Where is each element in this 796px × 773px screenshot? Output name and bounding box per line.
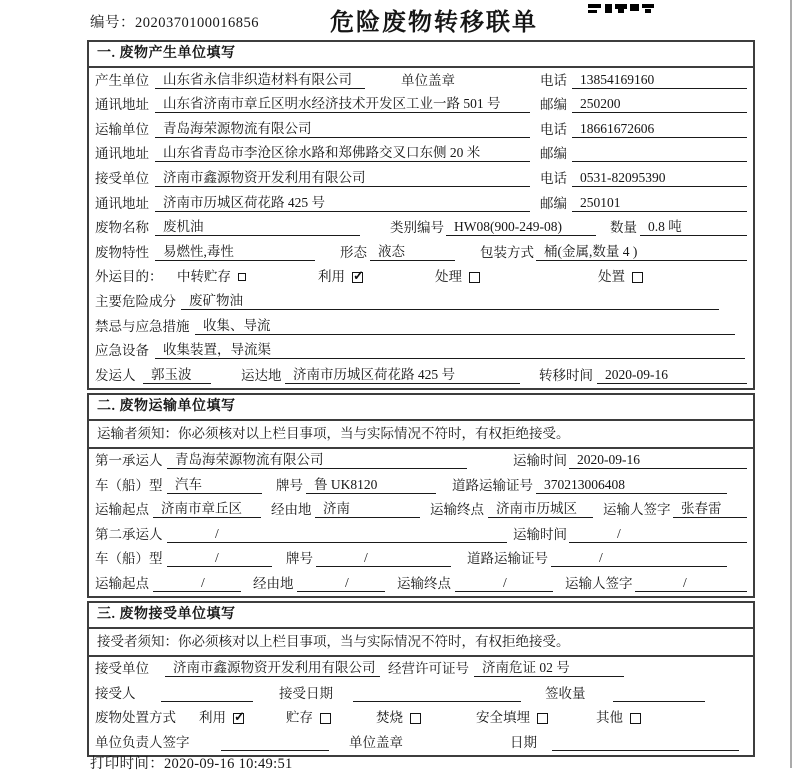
hazard-component-value: 废矿物油 bbox=[181, 293, 719, 310]
treat-checkbox bbox=[469, 272, 480, 283]
transport-phone-value: 18661672606 bbox=[572, 121, 747, 138]
disposal-incinerate-checkbox bbox=[410, 713, 421, 724]
option-disposal-incinerate-label: 焚烧 bbox=[376, 710, 403, 726]
section-receiver-title: 三. 废物接受单位填写 bbox=[89, 603, 753, 629]
waste-name-label: 废物名称 bbox=[95, 220, 149, 236]
carrier-signature-label: 运输人签字 bbox=[565, 575, 633, 591]
option-disposal-incinerate bbox=[376, 710, 421, 726]
utilize-checkbox bbox=[352, 272, 363, 283]
document-number-value: 2020370100016856 bbox=[135, 15, 259, 31]
accept-date-label: 接受日期 bbox=[279, 685, 333, 701]
row-emergency-equipment bbox=[89, 339, 753, 364]
transport-origin-label: 运输起点 bbox=[95, 575, 149, 591]
first-plate-number-value: 鲁 UK8120 bbox=[306, 477, 436, 494]
emergency-equipment-label: 应急设备 bbox=[95, 343, 149, 359]
quantity-label: 数量 bbox=[610, 220, 637, 236]
option-dispose bbox=[598, 269, 643, 285]
section-transporter bbox=[87, 393, 755, 598]
transport-address-value: 山东省青岛市李沧区徐水路和郑佛路交叉口东侧 20 米 bbox=[155, 145, 530, 162]
received-amount-label: 签收量 bbox=[545, 685, 586, 701]
receiver-address-value: 济南市历城区荷花路 425 号 bbox=[155, 195, 530, 212]
first-road-permit-value: 370213006408 bbox=[536, 477, 727, 494]
received-amount-value bbox=[613, 701, 705, 702]
second-carrier-signature-value: / bbox=[635, 575, 747, 592]
transport-origin-label: 运输起点 bbox=[95, 502, 149, 518]
second-road-permit-value: / bbox=[551, 550, 727, 567]
dispose-checkbox bbox=[632, 272, 643, 283]
first-carrier-signature-value: 张春雷 bbox=[673, 501, 747, 518]
row-transfer-purpose bbox=[89, 265, 753, 290]
road-permit-label: 道路运输证号 bbox=[467, 551, 548, 567]
producer-unit-label: 产生单位 bbox=[95, 72, 149, 88]
second-end-value: / bbox=[455, 575, 553, 592]
receiver-unit-value: 济南市鑫源物资开发利用有限公司 bbox=[155, 170, 530, 187]
option-disposal-landfill bbox=[476, 710, 548, 726]
taboo-measures-value: 收集、导流 bbox=[195, 318, 735, 335]
plate-number-label: 牌号 bbox=[286, 551, 313, 567]
receiving-unit-label: 接受单位 bbox=[95, 661, 149, 677]
via-label: 经由地 bbox=[271, 502, 312, 518]
transfer-time-value: 2020-09-16 bbox=[597, 367, 747, 384]
transport-time-label: 运输时间 bbox=[513, 453, 567, 469]
row-second-route bbox=[89, 571, 753, 596]
carrier-signature-label: 运输人签字 bbox=[603, 502, 671, 518]
address-label: 通讯地址 bbox=[95, 195, 149, 211]
option-disposal-utilize bbox=[199, 710, 244, 726]
transport-unit-value: 青岛海荣源物流有限公司 bbox=[155, 121, 530, 138]
receiver-phone-value: 0531-82095390 bbox=[572, 170, 747, 187]
vehicle-type-label: 车（船）型 bbox=[95, 477, 163, 493]
document-number bbox=[90, 11, 259, 32]
second-carrier-label: 第二承运人 bbox=[95, 526, 163, 542]
accept-date-value bbox=[353, 701, 521, 702]
address-label: 通讯地址 bbox=[95, 97, 149, 113]
option-disposal-store-label: 贮存 bbox=[286, 710, 313, 726]
address-label: 通讯地址 bbox=[95, 146, 149, 162]
producer-zip-value: 250200 bbox=[572, 96, 747, 113]
receiver-zip-value: 250101 bbox=[572, 195, 747, 212]
phone-label: 电话 bbox=[540, 72, 567, 88]
plate-number-label: 牌号 bbox=[276, 477, 303, 493]
option-dispose-label: 处置 bbox=[598, 269, 625, 285]
form-state-label: 形态 bbox=[340, 244, 367, 260]
first-via-value: 济南 bbox=[315, 501, 420, 518]
row-disposal-method bbox=[89, 706, 753, 731]
print-time bbox=[90, 752, 293, 773]
responsible-signature-label: 单位负责人签字 bbox=[95, 734, 190, 750]
row-waste-character bbox=[89, 240, 753, 265]
destination-value: 济南市历城区荷花路 425 号 bbox=[285, 367, 520, 384]
first-origin-value: 济南市章丘区 bbox=[153, 501, 261, 518]
transport-unit-label: 运输单位 bbox=[95, 121, 149, 137]
transport-end-label: 运输终点 bbox=[397, 575, 451, 591]
option-treat bbox=[435, 269, 480, 285]
first-transport-time-value: 2020-09-16 bbox=[569, 452, 747, 469]
consignor-label: 发运人 bbox=[95, 367, 136, 383]
road-permit-label: 道路运输证号 bbox=[452, 477, 533, 493]
row-recipient bbox=[89, 681, 753, 706]
receiving-unit-value: 济南市鑫源物资开发利用有限公司 bbox=[165, 660, 380, 677]
transfer-purpose-label: 外运目的： bbox=[95, 269, 163, 285]
section-receiver bbox=[87, 601, 755, 757]
disposal-other-checkbox bbox=[630, 713, 641, 724]
producer-unit-value: 山东省永信非织造材料有限公司 bbox=[155, 72, 365, 89]
option-utilize-label: 利用 bbox=[318, 269, 345, 285]
section-producer bbox=[87, 40, 755, 390]
second-plate-number-value: / bbox=[316, 550, 451, 567]
row-first-route bbox=[89, 498, 753, 523]
date-label: 日期 bbox=[510, 734, 537, 750]
recipient-label: 接受人 bbox=[95, 685, 136, 701]
row-consignor bbox=[89, 363, 753, 388]
receiver-notice: 接受者须知：你必须核对以上栏目事项，当与实际情况不符时，有权拒绝接受。 bbox=[89, 629, 753, 657]
license-number-label: 经营许可证号 bbox=[388, 661, 469, 677]
zip-label: 邮编 bbox=[540, 97, 567, 113]
date-value bbox=[552, 750, 739, 751]
zip-label: 邮编 bbox=[540, 146, 567, 162]
option-transit-storage bbox=[177, 269, 246, 285]
packing-label: 包装方式 bbox=[480, 244, 534, 260]
first-vehicle-type-value: 汽车 bbox=[167, 477, 262, 494]
section-producer-title: 一. 废物产生单位填写 bbox=[89, 42, 753, 68]
row-first-carrier bbox=[89, 449, 753, 474]
print-time-label: 打印时间： bbox=[90, 756, 164, 772]
row-receiving-unit bbox=[89, 657, 753, 682]
option-utilize bbox=[318, 269, 363, 285]
option-transit-storage-label: 中转贮存 bbox=[177, 269, 231, 285]
waste-character-value: 易燃性,毒性 bbox=[155, 244, 315, 261]
form-state-value: 液态 bbox=[370, 244, 455, 261]
category-code-label: 类别编号 bbox=[390, 220, 444, 236]
first-carrier-value: 青岛海荣源物流有限公司 bbox=[167, 452, 467, 469]
row-receiver-unit bbox=[89, 166, 753, 191]
transporter-notice: 运输者须知：你必须核对以上栏目事项，当与实际情况不符时，有权拒绝接受。 bbox=[89, 421, 753, 449]
row-transport-unit bbox=[89, 117, 753, 142]
option-disposal-store bbox=[286, 710, 331, 726]
option-disposal-utilize-label: 利用 bbox=[199, 710, 226, 726]
second-transport-time-value: / bbox=[569, 526, 747, 543]
phone-label: 电话 bbox=[540, 170, 567, 186]
option-disposal-other bbox=[596, 710, 641, 726]
row-second-carrier bbox=[89, 522, 753, 547]
transport-zip-value bbox=[572, 161, 747, 162]
print-time-value: 2020-09-16 10:49:51 bbox=[164, 756, 293, 772]
section-transporter-title: 二. 废物运输单位填写 bbox=[89, 395, 753, 421]
via-label: 经由地 bbox=[253, 575, 294, 591]
taboo-measures-label: 禁忌与应急措施 bbox=[95, 318, 190, 334]
producer-address-value: 山东省济南市章丘区明水经济技术开发区工业一路 501 号 bbox=[155, 96, 530, 113]
option-disposal-landfill-label: 安全填埋 bbox=[476, 710, 530, 726]
row-producer-address bbox=[89, 93, 753, 118]
row-hazard-component bbox=[89, 289, 753, 314]
first-end-value: 济南市历城区 bbox=[488, 501, 593, 518]
disposal-store-checkbox bbox=[320, 713, 331, 724]
disposal-utilize-checkbox bbox=[233, 713, 244, 724]
first-carrier-label: 第一承运人 bbox=[95, 453, 163, 469]
responsible-signature-value bbox=[221, 750, 329, 751]
second-vehicle-type-value: / bbox=[167, 550, 272, 567]
vehicle-type-label: 车（船）型 bbox=[95, 551, 163, 567]
second-origin-value: / bbox=[153, 575, 241, 592]
transport-end-label: 运输终点 bbox=[430, 502, 484, 518]
disposal-method-label: 废物处置方式 bbox=[95, 710, 176, 726]
producer-phone-value: 13854169160 bbox=[572, 72, 747, 89]
hazardous-waste-transfer-form bbox=[87, 40, 755, 760]
transfer-time-label: 转移时间 bbox=[539, 367, 593, 383]
transit-storage-checkbox bbox=[238, 273, 246, 281]
unit-seal-label: 单位盖章 bbox=[401, 72, 455, 88]
consignor-value: 郭玉波 bbox=[143, 367, 211, 384]
qr-code-icon bbox=[588, 0, 656, 9]
disposal-landfill-checkbox bbox=[537, 713, 548, 724]
row-taboo-measures bbox=[89, 314, 753, 339]
receiver-unit-label: 接受单位 bbox=[95, 170, 149, 186]
recipient-value bbox=[161, 701, 253, 702]
waste-character-label: 废物特性 bbox=[95, 244, 149, 260]
option-disposal-other-label: 其他 bbox=[596, 710, 623, 726]
destination-label: 运达地 bbox=[241, 367, 282, 383]
row-receiver-address bbox=[89, 191, 753, 216]
row-first-vehicle bbox=[89, 473, 753, 498]
page-title: 危险废物转移联单 bbox=[330, 10, 538, 36]
phone-label: 电话 bbox=[540, 121, 567, 137]
packing-value: 桶(金属,数量 4 ) bbox=[536, 244, 747, 261]
second-via-value: / bbox=[297, 575, 385, 592]
row-producer-unit bbox=[89, 68, 753, 93]
unit-seal-label: 单位盖章 bbox=[349, 734, 403, 750]
row-second-vehicle bbox=[89, 547, 753, 572]
hazard-component-label: 主要危险成分 bbox=[95, 293, 176, 309]
option-treat-label: 处理 bbox=[435, 269, 462, 285]
page-edge-line bbox=[790, 0, 792, 768]
row-waste-name bbox=[89, 216, 753, 241]
transport-time-label: 运输时间 bbox=[513, 526, 567, 542]
category-code-value: HW08(900-249-08) bbox=[446, 219, 596, 236]
quantity-value: 0.8 吨 bbox=[640, 219, 747, 236]
second-carrier-value: / bbox=[167, 526, 507, 543]
waste-name-value: 废机油 bbox=[155, 219, 360, 236]
license-number-value: 济南危证 02 号 bbox=[474, 660, 624, 677]
emergency-equipment-value: 收集装置，导流渠 bbox=[155, 342, 745, 359]
document-number-label: 编号： bbox=[90, 15, 135, 31]
zip-label: 邮编 bbox=[540, 195, 567, 211]
row-transport-address bbox=[89, 142, 753, 167]
